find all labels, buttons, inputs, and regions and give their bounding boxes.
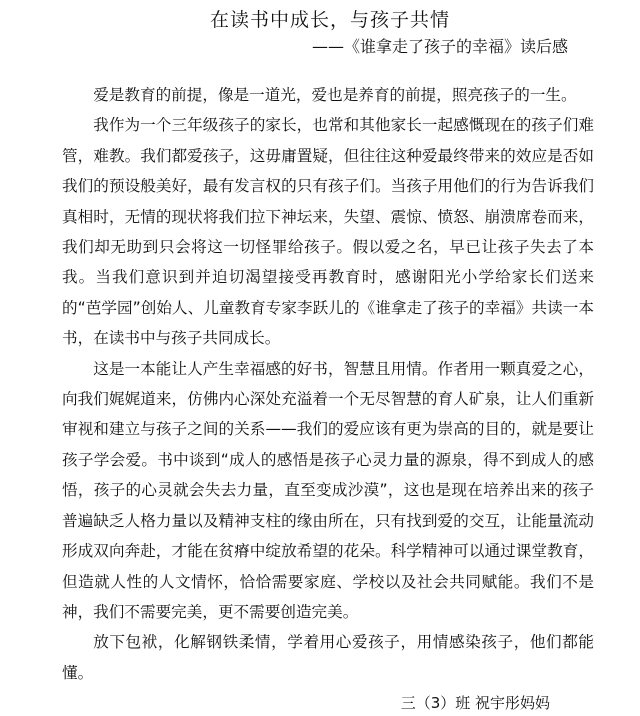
document-body (0, 80, 640, 688)
document-title: 在读书中成长，与孩子共情 (209, 9, 450, 31)
document-subtitle: ——《谁拿走了孩子的幸福》读后感 (311, 37, 568, 56)
paragraph-1: 爱是教育的前提，像是一道光，爱也是养育的前提，照亮孩子的一生。 (93, 86, 577, 104)
paragraph-4: 放下包袱，化解钢铁柔情，学着用心爱孩子，用情感染孩子，他们都能懂。 (62, 633, 594, 682)
paragraph-3: 这是一本能让人产生幸福感的好书，智慧且用情。作者用一颗真爱之心，向我们娓娓道来，仿佛内心深处充溢着一个无尽智慧的育人矿泉，让人们重新审视和建立与孩子之间的关系——我们的爱应该有更为崇高的目的，就是要让孩子学会爱。书中谈到“成人的感悟是孩子心灵力量的源泉，得不到成人的感悟，孩子的心灵就会失去力量，直至变成沙漠”，这也是现在培养出来的孩子普遍缺乏人格力量以及精神支柱的缘由所在，只有找到爱的交互，让能量流动形成双向奔赴，才能在贫瘠中绽放希望的花朵。科学精神可以通过课堂教育，但造就人性的人文情怀，恰恰需要家庭、学校以及社会共同赋能。我们不是神，我们不需要完美，更不需要创造完美。 (62, 359, 594, 621)
paragraph-2: 我作为一个三年级孩子的家长，也常和其他家长一起感慨现在的孩子们难管，难教。我们都爱孩子，这毋庸置疑，但往往这种爱最终带来的效应是否如我们的预设般美好，最有发言权的只有孩子们。当孩子用他们的行为告诉我们真相时，无情的现状将我们拉下神坛来，失望、震惊、愤怒、崩溃席卷而来，我们却无助到只会将这一切怪罪给孩子。假以爱之名，早已让孩子失去了本我。当我们意识到并迫切渴望接受再教育时，感谢阳光小学给家长们送来的“芭学园”创始人、儿童教育专家李跃儿的《谁拿走了孩子的幸福》共读一本书，在读书中与孩子共同成长。 (62, 116, 594, 348)
author-signature: 三（3）班 祝宇彤妈妈 (400, 694, 550, 713)
